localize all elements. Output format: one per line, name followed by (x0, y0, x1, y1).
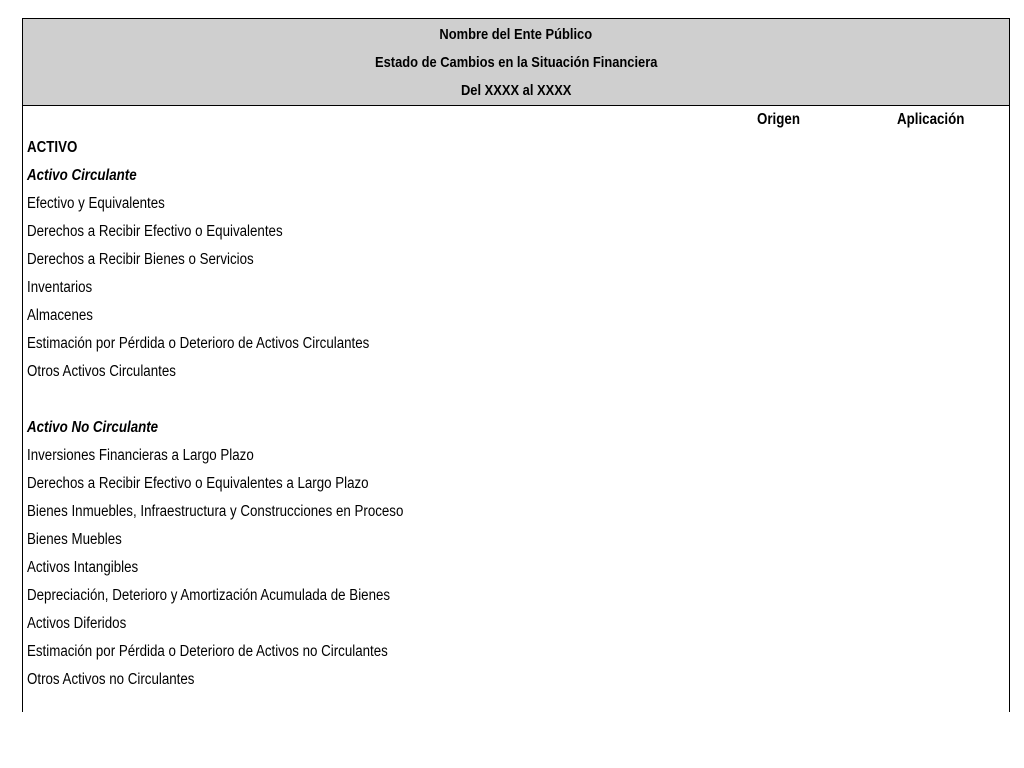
line-item: Depreciación, Deterioro y Amortización Acumulada de Bienes (27, 587, 391, 604)
column-headers (23, 106, 1009, 134)
entity-name: Nombre del Ente Público (439, 26, 593, 43)
line-item: Activos Diferidos (27, 615, 127, 632)
line-item: Derechos a Recibir Efectivo o Equivalentes a Largo Plazo (27, 475, 369, 492)
line-item: Efectivo y Equivalentes (27, 195, 165, 212)
column-header-origen: Origen (757, 111, 800, 128)
line-item: Estimación por Pérdida o Deterioro de Activos no Circulantes (27, 643, 388, 660)
section-heading-activo: ACTIVO (27, 139, 78, 156)
statement-title: Estado de Cambios en la Situación Financiera (374, 54, 658, 71)
line-item: Otros Activos Circulantes (27, 363, 176, 380)
line-item: Derechos a Recibir Efectivo o Equivalentes (27, 223, 283, 240)
line-item: Activos Intangibles (27, 559, 139, 576)
statement-period: Del XXXX al XXXX (460, 82, 572, 99)
statement-header (23, 19, 1009, 106)
subsection-heading-activo-no-circulante: Activo No Circulante (27, 419, 159, 436)
subsection-heading-activo-circulante: Activo Circulante (27, 167, 137, 184)
financial-statement-sheet (22, 18, 1010, 712)
line-item: Bienes Inmuebles, Infraestructura y Construcciones en Proceso (27, 503, 404, 520)
line-item: Inversiones Financieras a Largo Plazo (27, 447, 254, 464)
line-item: Derechos a Recibir Bienes o Servicios (27, 251, 254, 268)
line-item: Otros Activos no Circulantes (27, 671, 195, 688)
line-item: Inventarios (27, 279, 93, 296)
spacer-row (27, 386, 872, 414)
statement-rows (23, 134, 1009, 694)
line-item: Bienes Muebles (27, 531, 122, 548)
column-header-aplicacion: Aplicación (897, 111, 965, 128)
line-item: Almacenes (27, 307, 93, 324)
line-item: Estimación por Pérdida o Deterioro de Activos Circulantes (27, 335, 370, 352)
